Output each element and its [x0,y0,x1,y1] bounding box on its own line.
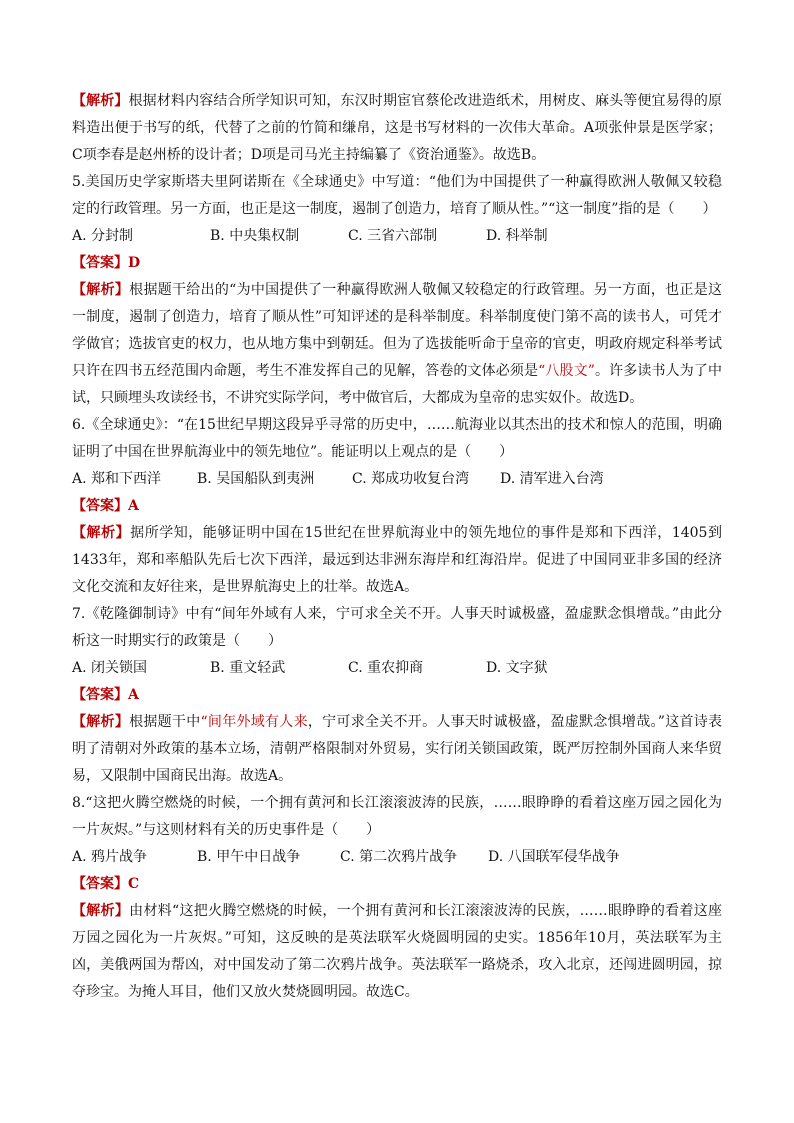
analysis-text-2: 。许多读书人为了中试，只顾埋头攻读经书，不讲究实际学问，考中做官后，大都成为皇帝的忠实奴仆。故选D。 [72,363,723,406]
option-d: D. 八国联军侵华战争 [488,849,620,865]
question-6-answer [72,493,722,520]
question-7-analysis [72,709,722,790]
question-5-analysis [72,277,722,412]
option-c: C. 郑成功收复台湾 [352,471,470,487]
analysis-text: 由材料“这把火腾空燃烧的时候，一个拥有黄河和长江滚滚波涛的民族，……眼睁睁的看着这座万园之园化为一片灰烬。”可知，这反映的是英法联军火烧圆明园的史实。1856年10月，英法联军为主凶，美俄两国为帮凶，对中国发动了第二次鸦片战争。英法联军一路烧杀，攻入北京，还闯进圆明园，掠夺珍宝。为掩人耳目，他们又放火焚烧圆明园。故选C。 [72,903,723,1000]
question-6-options [72,466,722,493]
question-7-stem: 7.《乾隆御制诗》中有“间年外域有人来，宁可求全关不开。人事天时诚极盛，盈虚默念惧增哉。”由此分析这一时期实行的政策是（ ） [72,606,722,649]
question-7-answer [72,682,722,709]
analysis-tag: 【解析】 [72,282,130,298]
option-a: A. 分封制 [72,228,134,244]
option-b: B. 重文轻武 [210,660,286,676]
answer-tag: 【答案】 [72,255,128,271]
analysis-highlight: “间年外域有人来 [200,714,308,730]
option-a: A. 闭关锁国 [72,660,148,676]
analysis-text: 根据材料内容结合所学知识可知，东汉时期宦官蔡伦改进造纸术，用树皮、麻头等便宜易得的原料造出便于书写的纸，代替了之前的竹简和缣帛，这是书写材料的一次伟大革命。A项张仲景是医学家；C项李春是赵州桥的设计者；D项是司马光主持编纂了《资治通鉴》。故选B。 [72,93,723,163]
document-page [72,88,722,1006]
question-8-answer [72,871,722,898]
answer-tag: 【答案】 [72,498,128,514]
option-a: A. 郑和下西洋 [72,471,162,487]
analysis-text-1: 根据题干给出的“为中国提供了一种赢得欧洲人敬佩又较稳定的行政管理。另一方面，也正是这一制度，遏制了创造力，培育了顺从性”可知评述的是科举制度。科举制度使门第不高的读书人，可凭才学做官；选拔官吏的权力，也从地方集中到朝廷。但为了选拔能听命于皇帝的官吏，明政府规定科举考试只许在四书五经范围内命题，考生不准发挥自己的见解，答卷的文体必须是 [72,282,723,379]
analysis-block-previous [72,88,722,169]
option-b: B. 甲午中日战争 [197,849,301,865]
option-d: D. 文字狱 [486,660,548,676]
option-d: D. 科举制 [486,228,548,244]
answer-tag: 【答案】 [72,687,128,703]
question-7-options [72,655,722,682]
option-d: D. 清军进入台湾 [500,471,604,487]
answer-value: A [128,687,139,703]
analysis-highlight: “八股文” [538,363,595,379]
option-b: B. 吴国船队到夷洲 [197,471,315,487]
question-8-options [72,844,722,871]
answer-tag: 【答案】 [72,876,128,892]
analysis-tag: 【解析】 [72,525,131,541]
analysis-tag: 【解析】 [72,714,130,730]
option-c: C. 三省六部制 [348,228,438,244]
analysis-text-1: 根据题干中 [129,714,201,730]
question-6-stem: 6.《全球通史》：“在15世纪早期这段异乎寻常的历史中，……航海业以其杰出的技术和惊人的范围，明确证明了中国在世界航海业中的领先地位”。能证明以上观点的是（ ） [72,417,722,460]
answer-value: D [128,255,141,271]
question-5-options [72,223,722,250]
option-a: A. 鸦片战争 [72,849,148,865]
question-5-answer [72,250,722,277]
answer-value: A [128,498,139,514]
option-c: C. 第二次鸦片战争 [340,849,458,865]
question-6-analysis [72,520,722,601]
analysis-tag: 【解析】 [72,93,129,109]
question-5-stem: 5.美国历史学家斯塔夫里阿诺斯在《全球通史》中写道：“他们为中国提供了一种赢得欧洲人敬佩又较稳定的行政管理。另一方面，也正是这一制度，遏制了创造力，培育了顺从性。”“这一制度”指的是（ ） [72,174,722,217]
analysis-text: 据所学知，能够证明中国在15世纪在世界航海业中的领先地位的事件是郑和下西洋，1405到1433年，郑和率船队先后七次下西洋，最远到达非洲东海岸和红海沿岸。促进了中国同亚非多国的经济文化交流和友好往来，是世界航海史上的壮举。故选A。 [72,525,722,595]
option-b: B. 中央集权制 [210,228,300,244]
question-8-stem: 8.“这把火腾空燃烧的时候，一个拥有黄河和长江滚滚波涛的民族，……眼睁睁的看着这座万园之园化为一片灰烬。”与这则材料有关的历史事件是（ ） [72,795,722,838]
option-c: C. 重农抑商 [348,660,424,676]
question-8-analysis [72,898,722,1006]
answer-value: C [128,876,140,892]
analysis-tag: 【解析】 [72,903,130,919]
analysis-text-2: ，宁可求全关不开。人事天时诚极盛，盈虚默念惧增哉。”这首诗表明了清朝对外政策的基本立场，清朝严格限制对外贸易，实行闭关锁国政策，既严厉控制外国商人来华贸易，又限制中国商民出海。故选A。 [72,714,723,784]
